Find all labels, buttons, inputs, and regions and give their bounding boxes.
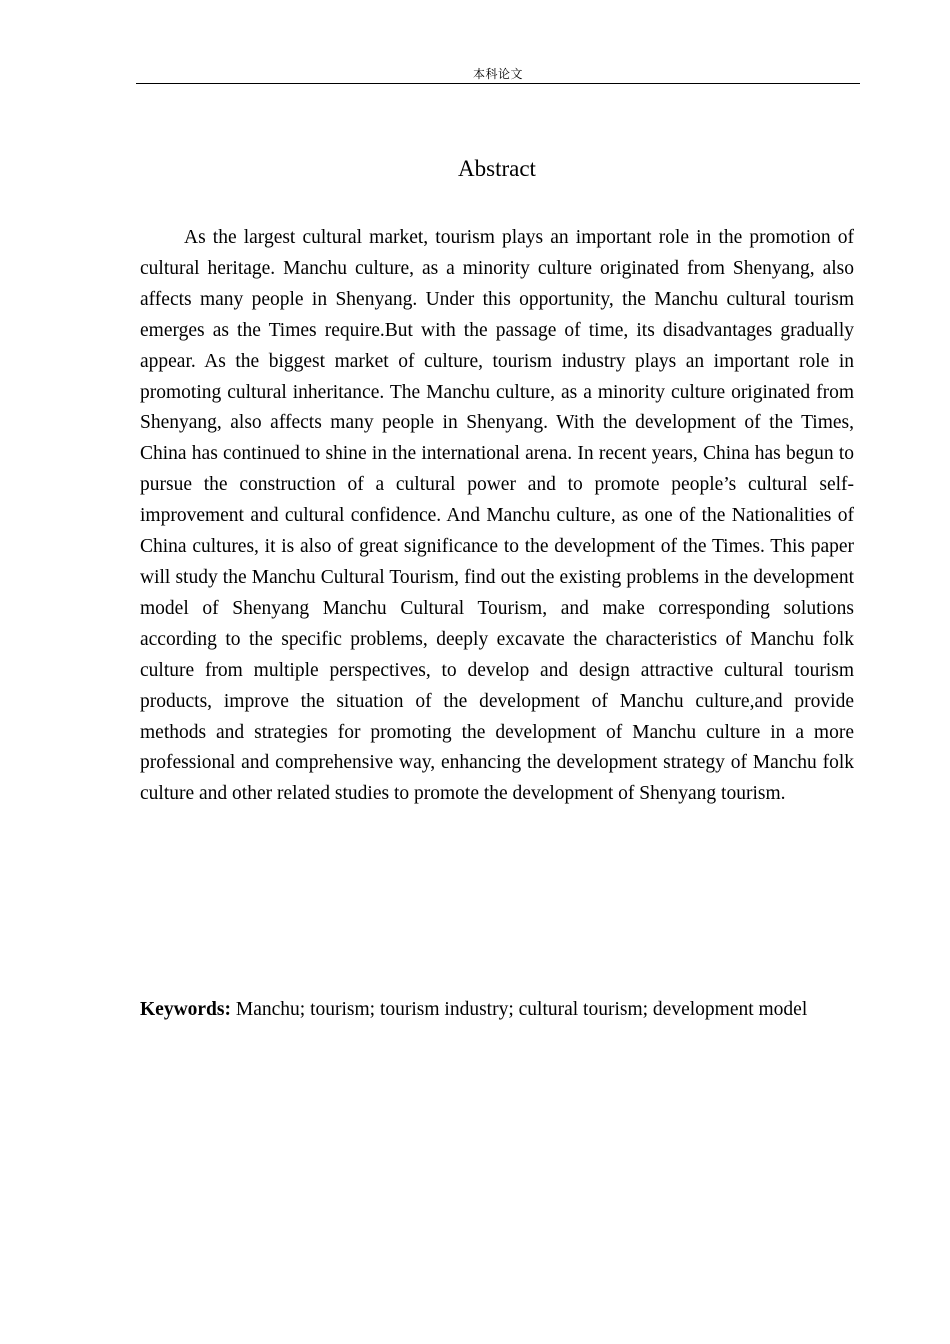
keywords-paragraph [140, 995, 854, 1026]
header-rule [136, 83, 860, 84]
abstract-title: Abstract [458, 156, 536, 181]
abstract-body: As the largest cultural market, tourism plays an important role in the promotion of cultural heritage. Manchu culture, as a minority culture originated from Shenyang, also affects many people in Shenyang. Under this opportunity, the Manchu cultural tourism emerges as the Times require.But with the passage of time, its disadvantages gradually appear. As the biggest market of culture, tourism industry plays an important role in promoting cultural inheritance. The Manchu culture, as a minority culture originated from Shenyang, also affects many people in Shenyang. With the development of the Times, China has continued to shine in the international arena. In recent years, China has begun to pursue the construction of a cultural power and to promote people’s cultural self-improvement and cultural confidence. And Manchu culture, as one of the Nationalities of China cultures, it is also of great significance to the development of the Times. This paper will study the Manchu Cultural Tourism, find out the existing problems in the development model of Shenyang Manchu Cultural Tourism, and make corresponding solutions according to the specific problems, deeply excavate the characteristics of Manchu folk culture from multiple perspectives, to develop and design attractive cultural tourism products, improve the situation of the development of Manchu culture,and provide methods and strategies for promoting the development of Manchu culture in a more professional and comprehensive way, enhancing the development strategy of Manchu folk culture and other related studies to promote the development of Shenyang tourism. [140, 227, 854, 805]
running-header: 本科论文 [472, 67, 523, 81]
keywords-label: Keywords: [140, 999, 231, 1020]
keywords-text: Manchu; tourism; tourism industry; cultural tourism; development model [235, 999, 808, 1020]
